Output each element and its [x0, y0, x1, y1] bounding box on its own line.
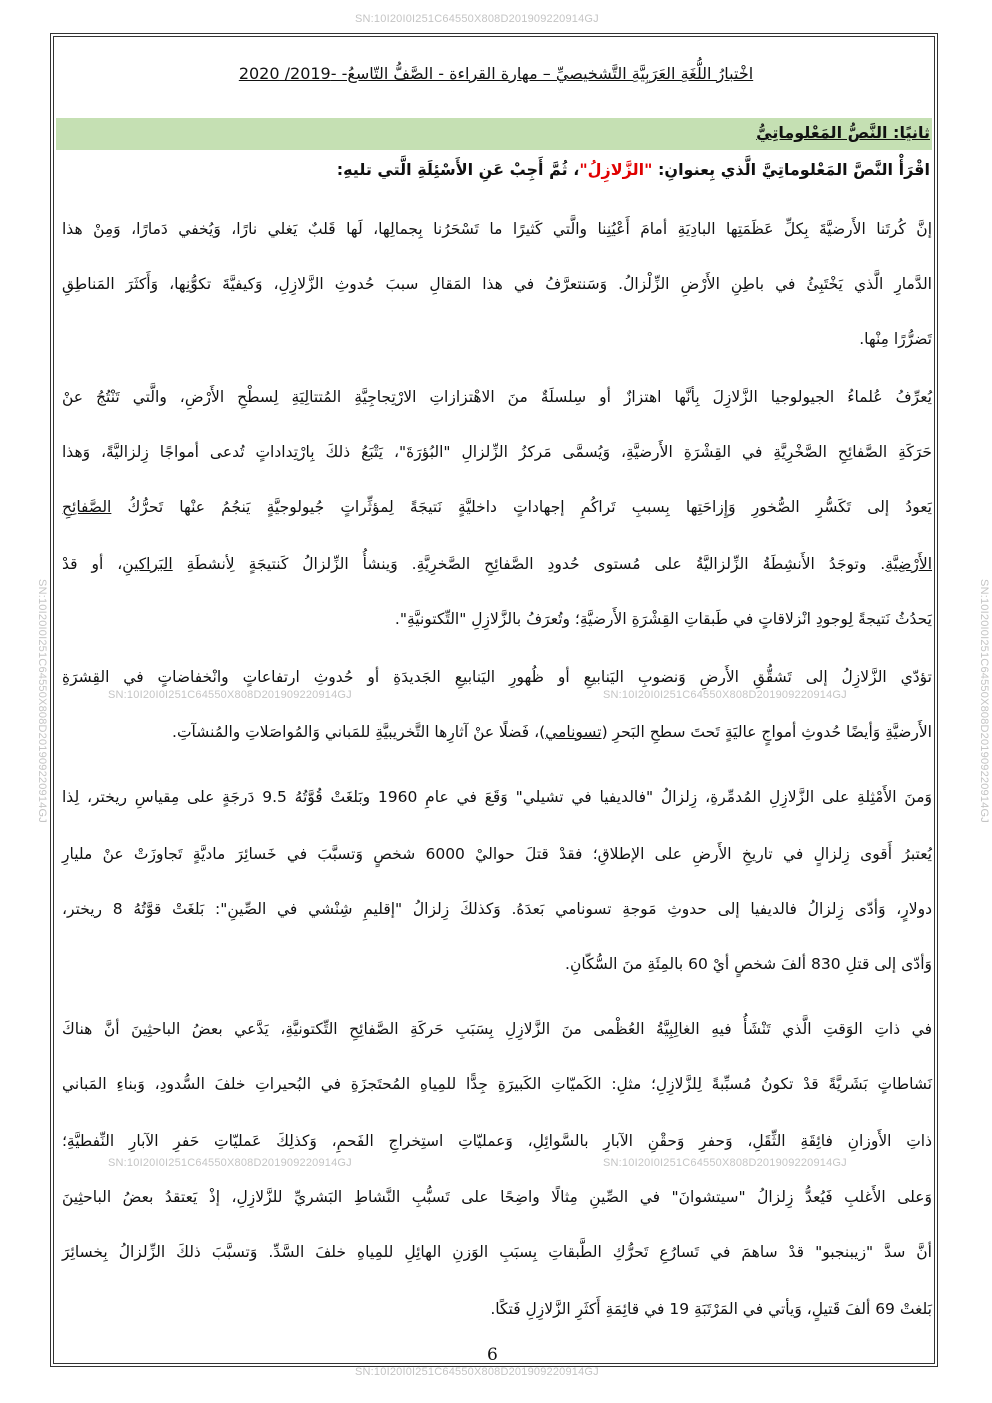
text-line: [62, 841, 932, 867]
instruction-text: ، ثُمَّ أَجِبْ عَنِ الأَسْئِلَةِ الَّتي تليهِ:: [336, 160, 580, 179]
text-line: [62, 326, 932, 352]
instruction: [337, 160, 930, 179]
instruction-text: اقْرَأْ النَّصَّ المَعْلوماتِيَّ الَّذي بِعنوانِ:: [652, 160, 930, 179]
text-line: [62, 896, 932, 922]
text-line: [62, 1184, 932, 1210]
text-segment: )، فَضلًا عنْ آثارِها التَّخريبيَّةِ للمَباني وَالمُواصَلاتِ والمُنشآتِ.: [172, 723, 546, 741]
text-segment: بَلغتْ 69 ألفَ قَتيلٍ، وَيأتي في المَرْتَبَةِ 19 في قائِمَةِ أَكثَرِ الزَّلازِلِ فَتكًا.: [490, 1300, 932, 1318]
text-segment: إنَّ كُرتَنا الأَرضيَّةَ بِكلِّ عَظَمَتِها البادِيَةِ أمامَ أَعْيُنِنا والَّتي كَثيرًا ما تَسْحَرُنا بِجمالِها، لَها قَلبٌ يَغلي نارًا، وَيُخفي دَمارًا، وَمِنْ هذا: [62, 220, 932, 238]
text-segment: يَعودُ إلى تَكَسُّرِ الصُّخورِ وَإِزاحَتِها بِسببِ تَراكُمِ إجهاداتٍ داخليَّةٍ نَتيجَةً لِمؤثِّراتٍ جُيولوجيَّةٍ يَنجُمُ عنْها تَحرُّكُ: [111, 498, 932, 516]
page-number: 6: [487, 1345, 498, 1365]
watermark-inline: SN:10I20I0I251C64550X808D201909220914GJ: [603, 1157, 847, 1169]
watermark-inline: SN:10I20I0I251C64550X808D201909220914GJ: [108, 689, 352, 701]
text-line: [62, 216, 932, 242]
text-line: [62, 439, 932, 465]
text-line: [62, 951, 932, 977]
text-line: [62, 384, 932, 410]
text-line: [62, 271, 932, 297]
text-line: [62, 1016, 932, 1042]
watermark-right: SN:10I20I0I251C64550X808D201909220914GJ: [977, 579, 990, 823]
text-line: [62, 719, 932, 745]
watermark-inline: SN:10I20I0I251C64550X808D201909220914GJ: [603, 689, 847, 701]
text-segment: الدَّمارِ الَّذي يَخْتَبِئُ في باطِنِ الأَرْضِ الزِّلْزالُ. وَسَنتعرَّفُ في هذا المَقالِ سببَ حُدوثِ الزَّلازِلِ، وَكيفيَّةَ تكوُّنِها، وَأَكثَرَ المَناطِقِ: [62, 275, 932, 293]
text-segment: حَرَكَةِ الصَّفائِحِ الصَّخْرِيَّةِ في القِشْرَةِ الأَرضيَّةِ، وَيُسمَّى مَركزُ الزِّلزالِ "البُؤرَةَ"، يَتْبَعُ ذلكَ بِارْتِداداتٍ تُدعى أمواجًا زِلزاليَّةً، وَهذا: [62, 443, 932, 461]
text-segment: أنَّ سدَّ "زيبنجبو" قدْ ساهمَ في تَسارُعِ تَحرُّكِ الطَّبقاتِ بِسبَبِ الوَزنِ الهائِلِ للمِياهِ خلفَ السَّدِّ. وَتسبَّبَ ذلكَ الزِّلزالُ بِخسائِرَ: [62, 1243, 932, 1261]
exam-title: اخْتبارُ اللُّغَةِ العَرَبِيَّةِ التَّشخيصيِّ – مهارة القراءة - الصَّفُّ التّاسعُ- -2019/ 2020: [238, 64, 754, 83]
text-line: [62, 606, 932, 632]
underlined-term: تسونامي: [545, 723, 602, 741]
underlined-term: الأَرْضِيَّةِ: [885, 555, 933, 573]
text-segment: ذاتِ الأَوزانِ فائِقَةِ الثِّقَلِ، وَحفرِ وَحقْنِ الآبارِ بالسَّوائِلِ، وَعمليّاتِ استِخراجِ الفَحمِ، وَكذلِكَ عَمليّاتِ حَفرِ الآبارِ النِّفطيَّةِ؛: [62, 1132, 932, 1150]
text-segment: تَضرُّرًا مِنْها.: [859, 330, 932, 348]
text-segment: يَحدُثُ نَتيجةً لِوجودِ انْزلاقاتٍ في طَبقاتِ القِشْرَةِ الأَرضيَّةِ؛ وتُعرَفُ بالزَّلازِلِ "التِّكتونيَّةِ".: [394, 610, 932, 628]
text-segment: يُعرِّفُ عُلماءُ الجيولوجيا الزَّلازِلَ بِأنَّها اهتزازٌ أو سِلسلَةٌ منَ الاهْتزازاتِ الارْتِجاجِيَّةِ المُتتالِيَةِ لِسطْحِ الأَرْضِ، والَّتي تَنْتُجُ عنْ: [62, 388, 932, 406]
watermark-left: SN:10I20I0I251C64550X808D201909220914GJ: [35, 579, 48, 823]
watermark-top: SN:10I20I0I251C64550X808D201909220914GJ: [355, 13, 599, 25]
text-segment: يُعتبرُ أَقوى زِلزالٍ في تاريخِ الأَرضِ على الإطلاقِ؛ فقدْ قتلَ حواليْ 6000 شخصٍ وَتسبَّبَ في خَسائِرَ ماديَّةٍ تَجاوزَتْ عنْ مليارِ: [62, 845, 932, 863]
text-segment: نَشاطاتٍ بَشَريَّةً قدْ تكونُ مُسبِّبةً لِلزَّلازِلِ؛ مثلِ: الكَميّاتِ الكَبيرَةِ جِدًّا للمِياهِ المُحتَجزَةِ في البُحيراتِ خلفَ السُّدودِ، وَبناءِ المَباني: [62, 1075, 932, 1093]
text-segment: الأَرضيَّةِ وَأيضًا حُدوثِ أمواجٍ عاليَةٍ تَحتَ سطحِ البَحرِ (: [601, 723, 932, 741]
watermark-bottom: SN:10I20I0I251C64550X808D201909220914GJ: [355, 1366, 599, 1378]
text-line: [62, 664, 932, 690]
text-segment: وَمنَ الأَمْثِلةِ على الزَّلازِلِ المُدمِّرةِ، زِلزالُ "فالديفيا في تشيلي" وَقَعَ في عامِ 1960 وبَلغَتْ قُوَّتُهُ 9.5 دَرجَةٍ على مِقياسِ ريختر، لِذا: [62, 788, 932, 806]
text-line: [62, 494, 932, 520]
text-line: [62, 1296, 932, 1322]
text-line: [62, 1071, 932, 1097]
text-line: [62, 1239, 932, 1265]
watermark-inline: SN:10I20I0I251C64550X808D201909220914GJ: [108, 1157, 352, 1169]
text-segment: وَأدّى إلى قتلِ 830 ألفَ شخصٍ أيْ 60 بالمِئَةِ منَ السُّكّانِ.: [565, 955, 932, 973]
underlined-term: الصَّفائِحِ: [62, 498, 112, 516]
text-title: "الزَّلازِلُ": [579, 160, 653, 179]
text-segment: ، أو قدْ: [62, 555, 123, 573]
text-segment: دولارٍ، وَأدّى زِلزالُ فالديفيا إلى حدوثِ مَوجةِ تسونامي بَعدَهُ. وَكذلكَ زِلزالُ "إقليمِ شِنْشي في الصِّينِ": بَلغَتْ قوَّتُهُ 8 ريختر،: [62, 900, 932, 918]
text-segment: وَعلى الأَغلبِ فَيُعدُّ زِلزالُ "سيتشوانَ" في الصِّينِ مِثالًا واضِحًا على تَسبُّبِ النَّشاطِ البَشريِّ للزَّلازِلِ، إذْ يَعتقدُ بعضُ الباحثِينَ: [62, 1188, 932, 1206]
text-line: [62, 784, 932, 810]
underlined-term: البَراكينِ: [122, 555, 173, 573]
text-segment: تؤدّي الزَّلازِلُ إلى تَشقُّقِ الأَرضِ وَنضوبِ اليَنابيعِ أو ظُهورِ اليَنابيعِ الجَديدَةِ أو حُدوثِ ارتفاعاتٍ وانْخفاضاتٍ في القِشرَةِ: [62, 668, 932, 686]
text-line: [62, 551, 932, 577]
text-line: [62, 1128, 932, 1154]
text-segment: . وتوجَدُ الأَنشِطَةُ الزِّلزاليَّةُ على مُستوى حُدودِ الصَّفائِحِ الصَّخرِيَّةِ. وَينشأُ الزِّلزالُ كَنتيجَةٍ لِأنشطَةِ: [172, 555, 886, 573]
text-segment: في ذاتِ الوَقتِ الَّذي تَنْشَأُ فيهِ الغالِبِيَّةُ العُظْمى منَ الزَّلازِلِ بِسَبَبِ حَركَةِ الصَّفائِحِ التِّكتونيَّةِ، يَدَّعي بعضُ الباحثِينَ أنَّ هناكَ: [62, 1020, 932, 1038]
section-heading: ثانيًا: النَّصُّ المَعْلوماتِيُّ: [756, 123, 930, 142]
